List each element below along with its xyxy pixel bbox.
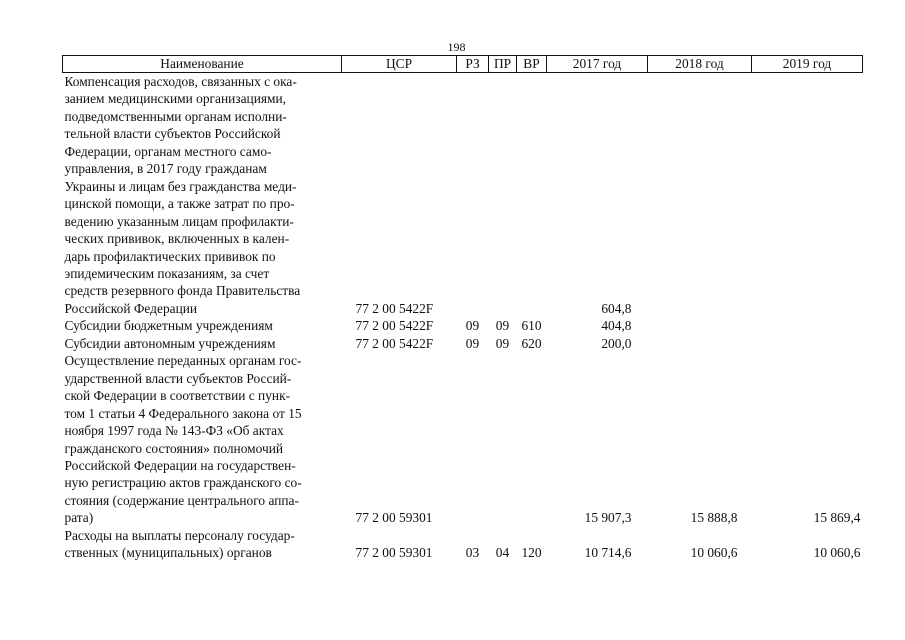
row-year-2018 [648,317,752,334]
row-vr [517,352,547,527]
header-2019: 2019 год [752,56,863,73]
row-name-line: Субсидии автономным учреждениям [64,335,276,351]
page-number [0,40,905,54]
row-year-2017: 404,8 [601,318,632,334]
row-name-line: ную регистрацию актов гражданского со- [64,475,302,491]
row-name [63,73,342,318]
row-pr [489,73,517,318]
header-pr: ПР [489,56,517,73]
row-name-line: ственных (муниципальных) органов [64,545,272,561]
row-csr: 77 2 00 59301 [355,510,433,526]
row-name-line: Осуществление переданных органам гос- [64,353,302,369]
row-name-line: ской Федерации в соответствии с пунк- [64,388,291,404]
row-pr: 04 [495,545,510,561]
row-year-2018: 10 060,6 [690,545,738,561]
row-name-line: управления, в 2017 году гражданам [64,161,267,177]
row-name-line: Украины и лицам без гражданства меди- [64,178,297,194]
header-rz: РЗ [457,56,489,73]
row-name-line: Федерации, органам местного само- [64,143,272,159]
table-body [63,73,863,562]
row-name-line: ческих прививок, включенных в кален- [64,231,290,247]
row-year-2018 [648,335,752,352]
header-2018: 2018 год [648,56,752,73]
row-vr [517,73,547,318]
row-year-2017: 10 714,6 [584,545,632,561]
row-name-line: рата) [64,510,94,526]
header-vr: ВР [517,56,547,73]
table-row [63,317,863,334]
row-name-line: дарь профилактических прививок по [64,248,276,264]
header-2017: 2017 год [547,56,648,73]
row-csr: 77 2 00 59301 [355,545,433,561]
row-year-2017: 604,8 [601,300,632,316]
table-row [63,527,863,562]
table-row [63,335,863,352]
row-csr: 77 2 00 5422F [355,300,434,316]
row-year-2017: 200,0 [601,335,632,351]
row-vr: 610 [521,318,542,334]
row-name [63,527,342,562]
header-name: Наименование [63,56,342,73]
row-name-line: гражданского состояния» полномочий [64,440,284,456]
row-name [63,317,342,334]
row-name-line: подведомственными органам исполни- [64,108,287,124]
row-pr: 09 [495,318,510,334]
table-header [63,56,863,73]
row-year-2018 [648,73,752,318]
row-year-2019 [752,335,863,352]
row-rz [457,352,489,527]
row-name-line: ноября 1997 года № 143-ФЗ «Об актах [64,423,284,439]
row-year-2017: 15 907,3 [584,510,632,526]
page-number-text: 198 [447,40,466,54]
header-row [63,56,863,73]
row-name-line: средств резервного фонда Правительства [64,283,301,299]
row-name-line: Компенсация расходов, связанных с ока- [64,74,297,89]
row-rz: 03 [465,545,480,561]
row-year-2019: 15 869,4 [813,510,861,526]
row-name-line: занием медицинскими организациями, [64,91,287,107]
row-name [63,352,342,527]
row-year-2019: 10 060,6 [813,545,861,561]
row-rz: 09 [465,335,480,351]
table-row [63,352,863,527]
row-name-line: том 1 статьи 4 Федерального закона от 15 [64,405,302,421]
row-name-line: Российской Федерации на государствен- [64,457,296,473]
table-row [63,73,863,318]
row-name-line: стояния (содержание центрального аппа- [64,492,299,508]
row-name-line: эпидемическим показаниям, за счет [64,265,270,281]
row-csr: 77 2 00 5422F [355,318,434,334]
row-name-line: Субсидии бюджетным учреждениям [64,318,273,334]
row-name [63,335,342,352]
row-name-line: Российской Федерации [64,300,198,316]
row-vr: 120 [521,545,542,561]
budget-table [62,55,863,562]
row-csr: 77 2 00 5422F [355,335,434,351]
row-year-2019 [752,73,863,318]
row-rz: 09 [465,318,480,334]
row-vr: 620 [521,335,542,351]
row-pr [489,352,517,527]
row-year-2019 [752,317,863,334]
row-pr: 09 [495,335,510,351]
row-year-2018: 15 888,8 [690,510,738,526]
row-name-line: цинской помощи, а также затрат по про- [64,196,295,212]
header-csr: ЦСР [342,56,457,73]
row-name-line: Расходы на выплаты персоналу государ- [64,527,295,543]
row-name-line: тельной власти субъектов Российской [64,126,281,142]
row-name-line: ударственной власти субъектов Россий- [64,370,292,386]
row-name-line: ведению указанным лицам профилакти- [64,213,294,229]
row-rz [457,73,489,318]
